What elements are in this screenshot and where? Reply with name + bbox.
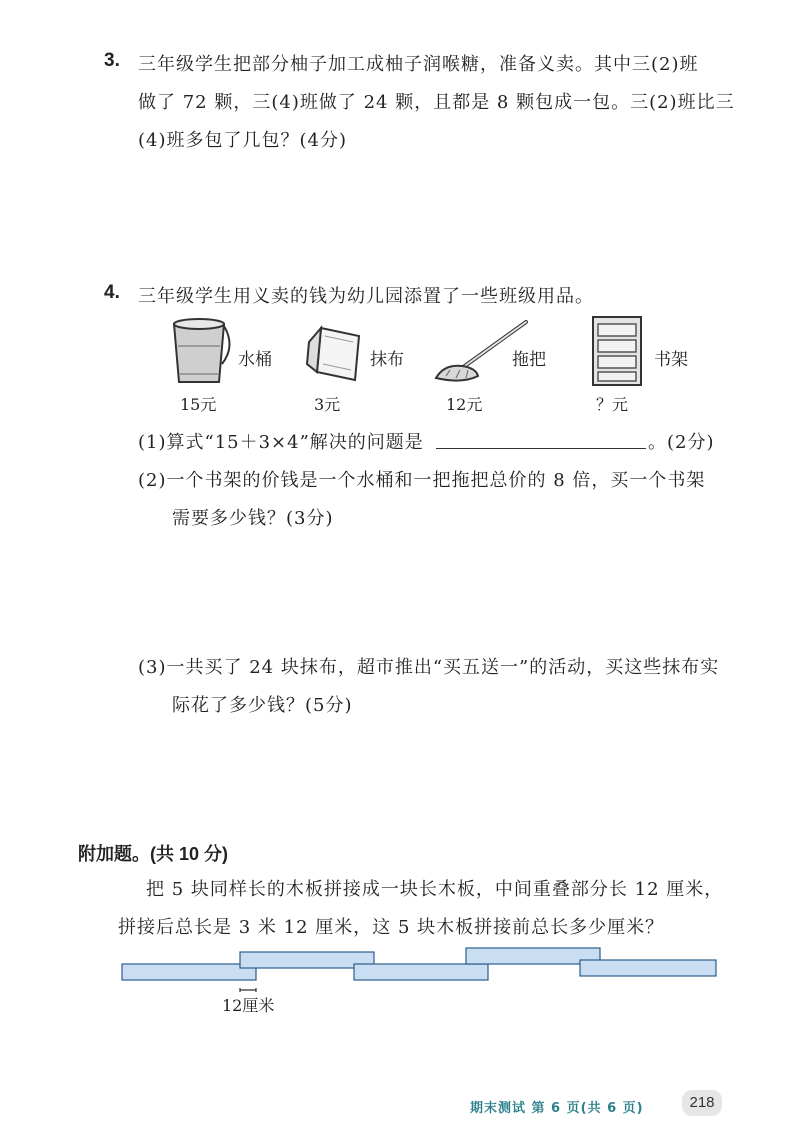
footer-text: 期末测试 第 6 页(共 6 页) (470, 1101, 644, 1116)
question-number: 3. (104, 50, 120, 71)
sub-question-1-text: (1)算式“15＋3×4”解决的问题是 (138, 432, 424, 453)
page-number: 218 (682, 1090, 722, 1116)
cloth-icon (305, 324, 365, 384)
item-price: ？元 (596, 395, 629, 414)
bonus-title: 附加题。(共 10 分) (78, 844, 229, 864)
overlap-brace (240, 988, 256, 992)
item-price: 12元 (446, 395, 483, 414)
item-label: 拖把 (512, 350, 546, 370)
question-text-line: 三年级学生用义卖的钱为幼儿园添置了一些班级用品。 (138, 286, 594, 307)
wood-board (122, 964, 256, 980)
item-label: 书架 (654, 350, 688, 370)
bucket-icon (168, 316, 238, 386)
sub-question-2-text: (2)一个书架的价钱是一个水桶和一把拖把总价的 8 倍，买一个书架 (138, 470, 706, 491)
sub-question-3-text: (3)一共买了 24 块抹布，超市推出“买五送一”的活动，买这些抹布实 (138, 657, 720, 678)
item-label: 水桶 (238, 350, 272, 370)
wood-board (354, 964, 488, 980)
wood-board (580, 960, 716, 976)
question-text-line: 三年级学生把部分柚子加工成柚子润喉糖，准备义卖。其中三(2)班 (138, 54, 699, 75)
answer-blank[interactable] (436, 448, 646, 449)
item-label: 抹布 (370, 350, 404, 370)
sub-question-3-text: 际花了多少钱？(5分) (172, 695, 353, 716)
bonus-text-line: 把 5 块同样长的木板拼接成一块长木板，中间重叠部分长 12 厘米， (146, 879, 724, 900)
question-text-line: 做了 72 颗，三(4)班做了 24 颗，且都是 8 颗包成一包。三(2)班比三 (138, 92, 735, 113)
sub-question-1-score: 。(2分) (648, 432, 715, 453)
overlap-label: 12厘米 (222, 996, 275, 1015)
item-price: 3元 (314, 395, 341, 414)
question-number: 4. (104, 282, 120, 303)
wood-board-diagram (118, 942, 722, 992)
bonus-text-line: 拼接后总长是 3 米 12 厘米，这 5 块木板拼接前总长多少厘米？ (118, 917, 665, 938)
question-text-line: (4)班多包了几包？(4分) (138, 130, 347, 151)
boards-group (122, 948, 716, 980)
bookshelf-icon (590, 314, 644, 388)
sub-question-2-text: 需要多少钱？(3分) (172, 508, 334, 529)
item-price: 15元 (180, 395, 217, 414)
